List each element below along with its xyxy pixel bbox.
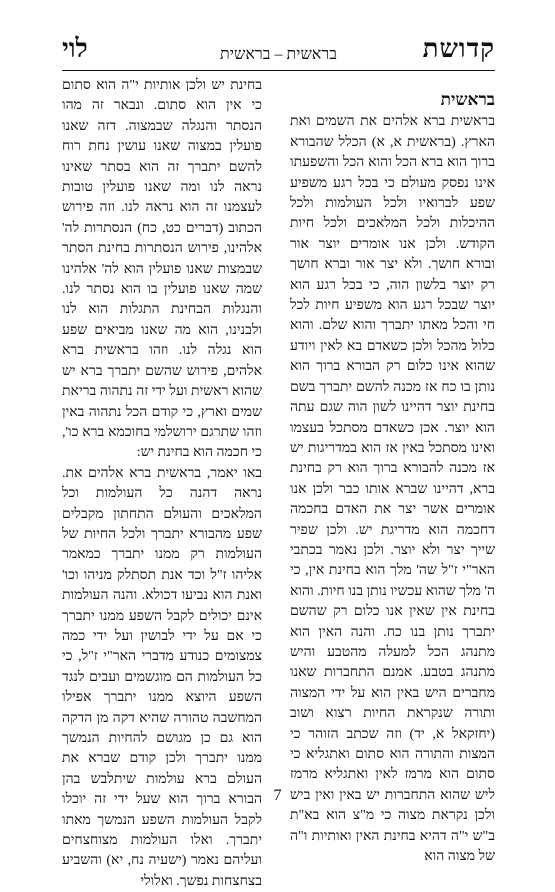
left-column-paragraph-1: בחינת יש ולכן אותיות י"ה הוא סתום כי אין הוא סתום. ונבאר זה מהו הנסתר והנגלה שבמצוה. דזה שאנו פועלין במצוה שאנו עושין נחת רוח להשם יתברך זה הוא בסתר שאינו נראה לנו ומה שאנו פועלין טובות לעצמנו זה הוא נראה לנו. וזה פירוש הכתוב (דברים כט, כח) הנסתרות לה' אלהינו, פירוש הנסתרות בחינת הסתר שבמצות שאנו פועלין הוא לה' אלהינו שמה שאנו פועלין בו הוא נסתר לנו. והנגלות הבחינת התגלות הוא לנו ולבנינו, הוא מה שאנו מביאים שפע הוא נגלה לנו. וזהו בראשית ברא אלהים, פירוש שהשם יתברך ברא יש שהוא ראשית ועל ידי זה נתהוה בריאת שמים וארץ, כי קודם הכל נתהוה באין וזהו שתרגם ירושלמי בחוכמא ברא כו', כי חכמה הוא בחינת יש: <box>62 78 262 461</box>
book-title-right: קדושת <box>422 34 495 64</box>
left-column <box>62 76 262 889</box>
page-number: 7 <box>273 787 282 804</box>
section-heading: בראשית <box>440 90 495 109</box>
section-header: בראשית – בראשית <box>220 46 337 63</box>
left-column-paragraph-2: באו יאמר, בראשית ברא אלהים את. נראה דהנה כל העולמות וכל המלאכים והעולם התחתון מקבלים שפע מהבורא יתברך ולכל החיות של העולמות רק ממנו יתברך כמאמר אליהו ז"ל וכד אנת תסתלק מניהו וכו' ואנת הוא נביעו דכולא. והנה העולמות אינם יכולים לקבל השפע ממנו יתברך כי אם על ידי לבושין ועל ידי כמה צמצומים כנודע מדברי האר"י ז"ל, כי כל העולמות הם מוגשמים ועבים לנגד השפע היוצא ממנו יתברך אפילו המחשבה טהורה שהיא דקה מן הדקה הוא גם כן מגושם להחיות הנמשך ממנו יתברך ולכן קודם שברא את העולם ברא עולמות שיתלבש בהן הבורא ברוך הוא שעל ידי זה יוכלו לקבל העולמות השפע הנמשך מאתו יתברך. ואלו העולמות מצוחצחים ועליהם נאמר (ישעיה נח, יא) והשביע בצחצחות נפשך. ואלולי <box>62 465 262 889</box>
right-column-text: בראשית ברא אלהים את השמים ואת הארץ. (בראשית א, א) הכלל שהבורא ברוך הוא ברא הכל והוא הכל והשפעתו אינו נפסק מעולם כי בכל רגע משפיע שפע לברואיו ולכל העולמות ולכל ההיכלות ולכל המלאכים ולכל חיות הקודש. ולכן אנו אומרים יוצר אור ובורא חושך. ולא יצר אור וברא חושך רק יוצר בלשון הוה, כי בכל רגע הוא יוצר שבכל רגע הוא משפיע חיות לכל חי והכל מאתו יתברך והוא שלם. והוא כלול מהכל ולכן כשאדם בא לאין ויודע שהוא אינו כלום רק הבורא ברוך הוא נותן בו כח אז מכנה להשם יתברך בשם בחינת יוצר דהיינו לשון הוה שגם עתה הוא יוצר. אכן כשאדם מסתכל בעצמו ואינו מסתכל באין אז הוא במדריגות יש אז מכנה להבורא ברוך הוא רק בחינת ברא, דהיינו שברא אותו כבר ולכן אנו אומרים אשר יצר את האדם בחכמה דחכמה הוא מדריגת יש. ולכן שפיר שייך יצר ולא יוצר. ולכן נאמר בכתבי האר"י ז"ל שה' מלך הוא בחינת אין, כי ה' מלך שהוא עכשיו נותן בנו חיות. והוא בחינת אין שאין אנו כלום רק שהשם יתברך נותן בנו כח. והנה האין הוא מתנהג הכל למעלה מהטבע והיש מתנהג בטבע. אמנם התחברות שאנו מחברים היש באין הוא על ידי המצוה ותורה שנקראת החיות רצוא ושוב (יחזקאל א, יד) וזה שכתב הזוהר כי המצות והתורה הוא סתום ואתגליא כי סתום הוא מרמז לאין ואתגליא מרמז ליש שהוא התחברות יש באין ואין ביש ולכן נקראת מצוה כי מ"צ הוא בא"ת ב"ש י"ה דהיא בחינת האין ואותיות ו"ה של מצוה הוא <box>290 114 495 865</box>
book-title-left: לוי <box>62 34 88 64</box>
right-column <box>290 76 495 865</box>
running-header <box>62 34 495 71</box>
